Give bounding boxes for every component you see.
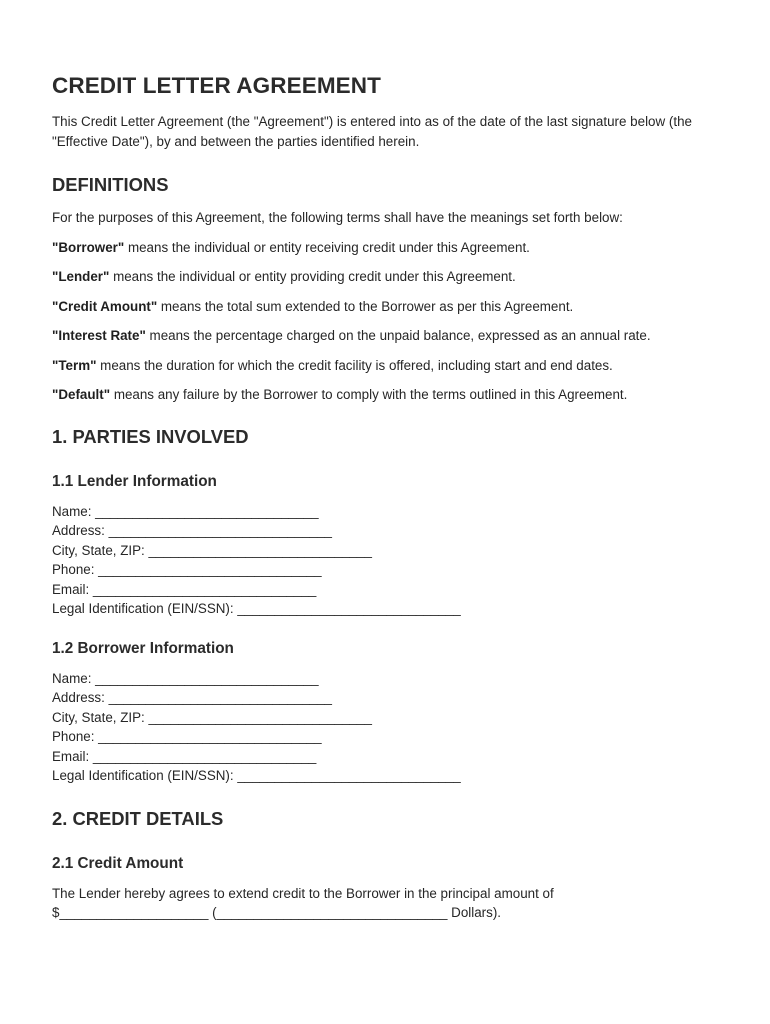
- definition-term: "Default": [52, 387, 111, 402]
- lender-city-state-zip-field: City, State, ZIP: ______________________________: [52, 542, 372, 558]
- definition-interest-rate: [52, 326, 718, 346]
- definition-text: means the percentage charged on the unpaid balance, expressed as an annual rate.: [145, 328, 651, 343]
- definition-term: "Lender": [52, 269, 110, 284]
- borrower-name-field: Name: ______________________________: [52, 670, 319, 686]
- definition-credit-amount: [52, 297, 718, 317]
- lender-address-field: Address: ______________________________: [52, 523, 332, 538]
- definitions-heading: DEFINITIONS: [52, 174, 169, 195]
- lender-legal-id-field: Legal Identification (EIN/SSN): ______________________________: [52, 601, 461, 616]
- definition-text: means the total sum extended to the Borrower as per this Agreement.: [157, 298, 574, 314]
- borrower-phone-field: Phone: ______________________________: [52, 729, 322, 744]
- definition-term-item: [52, 356, 718, 376]
- definition-text: means any failure by the Borrower to comply with the terms outlined in this Agreement.: [110, 387, 628, 402]
- credit-amount-line-1: The Lender hereby agrees to extend credit to the Borrower in the principal amount of: [52, 885, 554, 901]
- definition-term: "Borrower": [52, 239, 125, 255]
- lender-email-field: Email: ______________________________: [52, 581, 317, 597]
- definition-term: "Term": [52, 357, 97, 373]
- borrower-email-field: Email: ______________________________: [52, 748, 317, 764]
- definition-term: "Credit Amount": [52, 298, 158, 314]
- borrower-legal-id-field: Legal Identification (EIN/SSN): ______________________________: [52, 768, 461, 783]
- definition-text: means the individual or entity receiving credit under this Agreement.: [124, 239, 530, 255]
- credit-amount-heading: 2.1 Credit Amount: [52, 854, 184, 872]
- definition-term: "Interest Rate": [52, 328, 146, 343]
- borrower-fields: [52, 669, 718, 786]
- definition-lender: [52, 267, 718, 287]
- lender-fields: [52, 502, 718, 619]
- borrower-city-state-zip-field: City, State, ZIP: ______________________________: [52, 709, 372, 725]
- borrower-address-field: Address: ______________________________: [52, 690, 332, 705]
- intro-paragraph: This Credit Letter Agreement (the "Agreement") is entered into as of the date of the last signature below (the "Effective Date"), by and between the parties identified herein.: [52, 114, 692, 149]
- lender-info-heading: 1.1 Lender Information: [52, 472, 217, 490]
- lender-name-field: Name: ______________________________: [52, 503, 319, 519]
- definition-default: [52, 385, 718, 405]
- section-1-heading: 1. PARTIES INVOLVED: [52, 425, 249, 447]
- credit-amount-line-2: $____________________ (_______________________________ Dollars).: [52, 905, 502, 920]
- definition-borrower: [52, 238, 718, 258]
- document-title: CREDIT LETTER AGREEMENT: [52, 73, 381, 98]
- borrower-info-heading: 1.2 Borrower Information: [52, 639, 234, 657]
- definitions-lead: For the purposes of this Agreement, the following terms shall have the meanings set forth below:: [52, 210, 623, 225]
- lender-phone-field: Phone: ______________________________: [52, 562, 322, 577]
- definition-text: means the individual or entity providing credit under this Agreement.: [109, 269, 516, 284]
- section-2-heading: 2. CREDIT DETAILS: [52, 807, 224, 829]
- definition-text: means the duration for which the credit facility is offered, including start and end dates.: [96, 357, 613, 373]
